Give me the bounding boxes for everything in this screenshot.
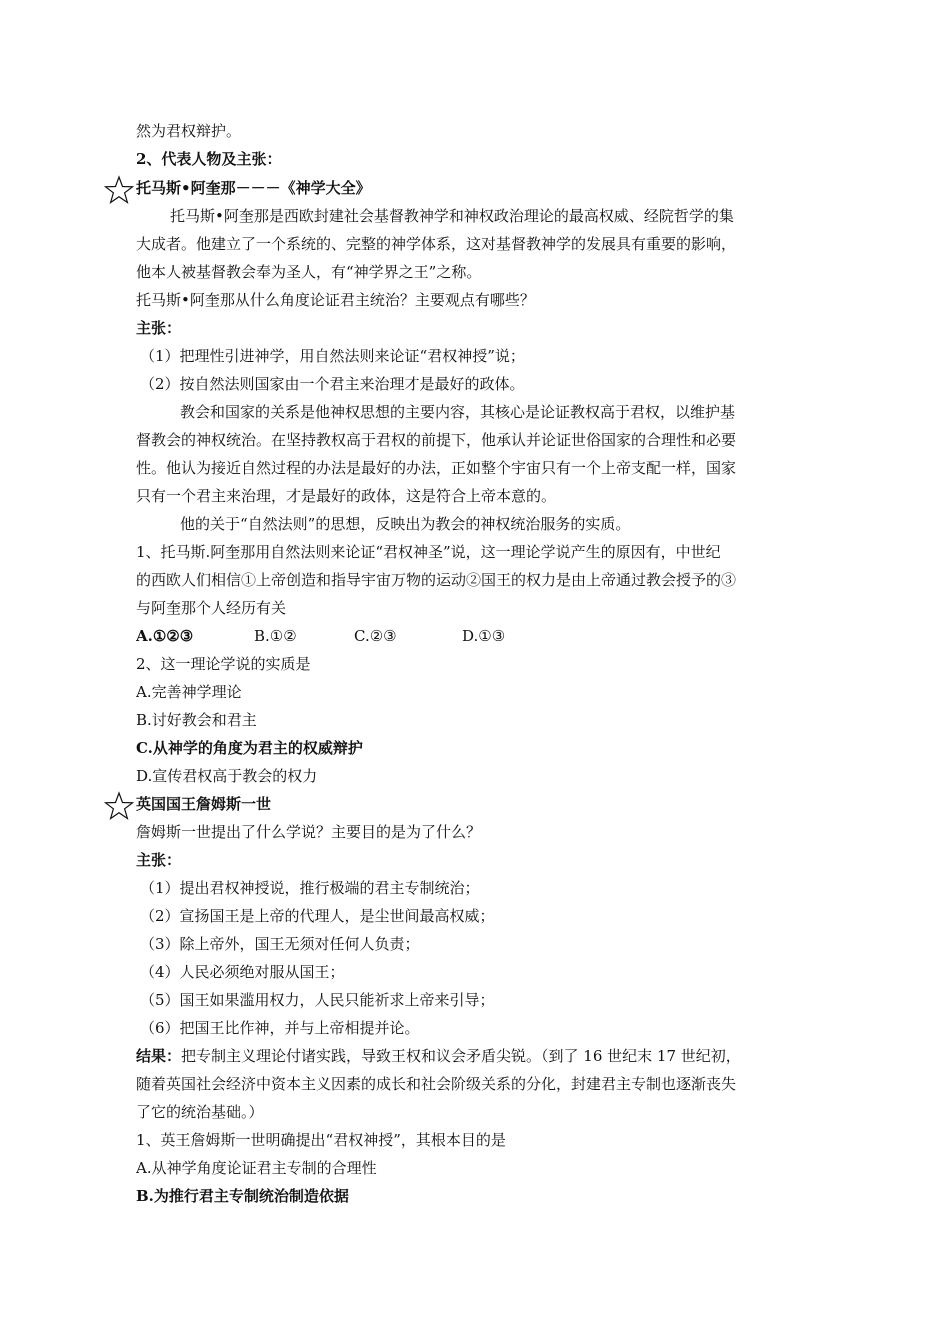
aquinas-analysis-line: 性。他认为接近自然过程的办法是最好的办法，正如整个宇宙只有一个上帝支配一样，国家 [136, 459, 737, 477]
option-d: D.①③ [462, 627, 506, 645]
aquinas-q1-line: 的西欧人们相信①上帝创造和指导宇宙万物的运动②国王的权力是由上帝通过教会授予的③ [136, 571, 737, 589]
aquinas-claim: （1）把理性引进神学，用自然法则来论证“君权神授”说； [140, 347, 525, 365]
aquinas-para-line: 托马斯•阿奎那是西欧封建社会基督教神学和神权政治理论的最高权威、经院哲学的集 [170, 207, 734, 225]
james-result-line: 了它的统治基础。） [136, 1103, 264, 1121]
aquinas-analysis-line: 督教会的神权统治。在坚持教权高于君权的前提下，他承认并论证世俗国家的合理性和必要 [136, 431, 737, 449]
james-claim: （4）人民必须绝对服从国王； [140, 963, 345, 981]
james-result-line: 随着英国社会经济中资本主义因素的成长和社会阶级关系的分化，封建君主专制也逐渐丧失 [136, 1075, 737, 1093]
aquinas-para-line: 他本人被基督教会奉为圣人，有“神学界之王”之称。 [136, 263, 482, 281]
option-c: C.②③ [354, 627, 397, 645]
aquinas-essence: 他的关于“自然法则”的思想，反映出为教会的神权统治服务的实质。 [180, 515, 631, 533]
james-claim: （3）除上帝外，国王无须对任何人负责； [140, 935, 420, 953]
aquinas-q1-line: 与阿奎那个人经历有关 [136, 599, 287, 617]
option-b: B.①② [254, 627, 297, 645]
intro-tail: 然为君权辩护。 [136, 122, 242, 140]
aquinas-analysis-line: 只有一个君主来治理，才是最好的政体，这是符合上帝本意的。 [136, 487, 557, 505]
james-claim: （5）国王如果滥用权力，人民只能祈求上帝来引导； [140, 991, 495, 1009]
james-claim: （1）提出君权神授说，推行极端的君主专制统治； [140, 879, 480, 897]
james-result-line [136, 1045, 826, 1067]
james-claim: （2）宣扬国王是上帝的代理人，是尘世间最高权威； [140, 907, 495, 925]
aquinas-para-line: 大成者。他建立了一个系统的、完整的神学体系，这对基督教神学的发展具有重要的影响， [136, 235, 737, 253]
james-q1: 1、英王詹姆斯一世明确提出“君权神授”，其根本目的是 [136, 1131, 506, 1149]
section2-heading: 2、代表人物及主张： [136, 150, 282, 168]
aquinas-q2-option-correct: C.从神学的角度为君主的权威辩护 [136, 739, 363, 757]
aquinas-q2-option: B.讨好教会和君主 [136, 711, 257, 729]
aquinas-claim: （2）按自然法则国家由一个君主来治理才是最好的政体。 [140, 375, 525, 393]
star-outline-icon [104, 175, 134, 205]
james-q1-option: A.从神学角度论证君主专制的合理性 [136, 1159, 377, 1177]
james-claims-label: 主张： [136, 851, 182, 869]
james-heading: 英国国王詹姆斯一世 [136, 795, 272, 813]
james-question: 詹姆斯一世提出了什么学说？主要目的是为了什么？ [136, 823, 482, 841]
aquinas-heading: 托马斯•阿奎那－－－《神学大全》 [136, 179, 371, 197]
option-a: A.①②③ [136, 627, 194, 645]
aquinas-claims-label: 主张： [136, 319, 182, 337]
aquinas-q2: 2、这一理论学说的实质是 [136, 655, 311, 673]
aquinas-q2-option: D.宣传君权高于教会的权力 [136, 767, 318, 785]
aquinas-q1-line: 1、托马斯.阿奎那用自然法则来论证“君权神圣”说，这一理论学说产生的原因有，中世纪 [136, 543, 721, 561]
star-outline-icon [104, 791, 134, 821]
aquinas-analysis-line: 教会和国家的关系是他神权思想的主要内容，其核心是论证教权高于君权，以维护基 [180, 403, 736, 421]
james-result-text: 把专制主义理论付诸实践，导致王权和议会矛盾尖锐。（到了 16 世纪末 17 世纪初， [181, 1047, 741, 1065]
aquinas-q2-option: A.完善神学理论 [136, 683, 242, 701]
aquinas-q1-options [136, 625, 826, 647]
james-q1-option-correct: B.为推行君主专制统治制造依据 [136, 1187, 349, 1205]
james-claim: （6）把国王比作神，并与上帝相提并论。 [140, 1019, 420, 1037]
james-result-label: 结果： [136, 1047, 182, 1065]
aquinas-question: 托马斯•阿奎那从什么角度论证君主统治？主要观点有哪些？ [136, 291, 535, 309]
